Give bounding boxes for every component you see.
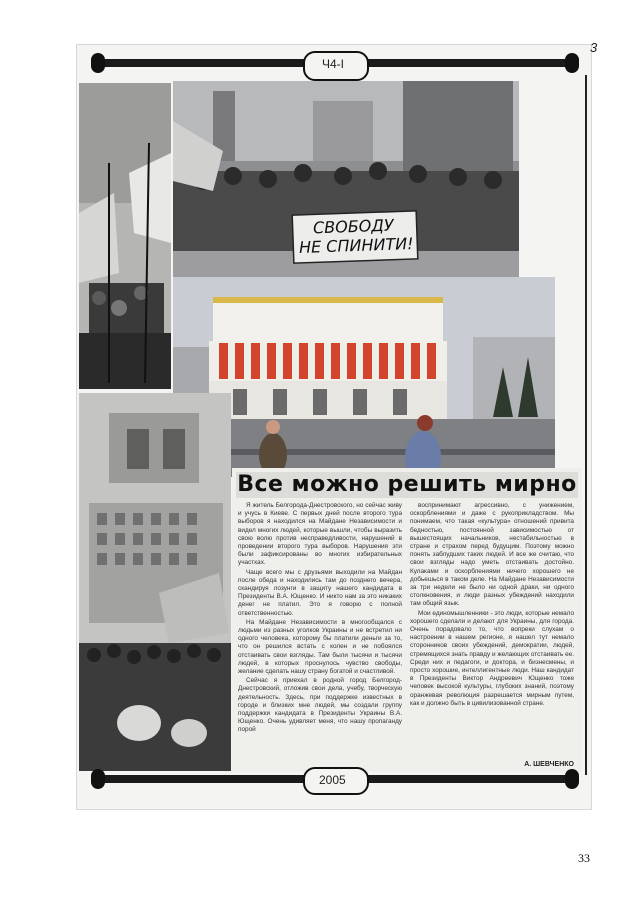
article-paragraph: Сейчас я приехал в родной город Белгород-Днестровский, отложив свои дела, учебу, творческую деятельность. Здесь, при поддержке известных в городе и близких мне людей, мы создали группу поддержки кандидата в Президенты Украины В.А. Ющенко. Очень удивляет меня, что нашу пропаганду порой (238, 677, 402, 734)
left-crowd-photo (79, 83, 171, 389)
article-paragraph: Я житель Белгорода-Днестровского, но сейчас живу и учусь в Киеве. С первых дней после второго тура выборов я находился на Майдане Независимости и видел многих людей, которые вышли, чтобы выразить свою волю против несправедливости, нарушений в проведении второго тура выборов. Нарушения эти были зафиксированы во многих избирательных участках. (238, 502, 402, 567)
article-paragraph: воспринимают агрессивно, с унижением, оскорблениями и даже с рукоприкладством. Мы понимаем, что такая «культура» отношений привита бедностью, постоянной зависимостью от вышестоящих начальников, нестабильностью в стране и страхом перед будущим. Поэтому можно понять заблудших таких людей. И все же считаю, что свои взгляды надо уметь отстаивать достойно. Кулаками и оскорблениями ничего хорошего не добьешься в таком деле. На Майдане Независимости за три недели не было ни одной драки, ни одного столкновения, и люди разных убеждений находили там общий язык. (410, 502, 574, 608)
article-left-column (238, 502, 402, 764)
hotel-crowd-photo (79, 393, 231, 771)
corner-number: 3 (590, 40, 598, 55)
newspaper-article (232, 468, 582, 772)
bottom-year: 2005 (319, 773, 346, 787)
article-right-column (410, 502, 574, 764)
article-headline: Все можно решить мирно (237, 472, 577, 497)
article-paragraph: Мои единомышленники - это люди, которые немало хорошего сделали и делают для Украины, для города. Очень порадовало то, что вопреки слухам о настроении в нашем регионе, я нашел тут немало сторонников своих убеждений, демократии, людей, стремящихся знать правду и желающих отстаивать ее. Среди них и педагоги, и доктора, и бизнесмены, и просто хорошие, интеллигентные люди. Наш кандидат в Президенты Виктор Андреевич Ющенко тоже человек высокой культуры, глубоких знаний, поэтому оранжевая революция разрешается мирным путем, как и должно быть в цивилизованной стране. (410, 609, 574, 707)
right-border-line (585, 75, 587, 775)
top-label: Ч4-I (322, 57, 345, 71)
banner-line-2: НЕ СПИНИТИ! (298, 234, 414, 257)
article-signature: А. ШЕВЧЕНКО (524, 761, 574, 768)
banner-line-1: СВОБОДУ (312, 215, 394, 238)
page-number: 33 (578, 851, 590, 865)
scanned-page (76, 44, 592, 810)
march-banner-photo (173, 81, 519, 293)
article-paragraph: На Майдане Независимости в многообщался с людьми из разных уголков Украины и не встретил ни одного человека, которому бы платили деньги за то, что он решился встать с колен и не побоялся отстаивать свои взгляды. Там были тысячи и тысячи людей, в которых проснулось чувство свободы, желание сделать нашу страну богатой и счастливой. (238, 618, 402, 676)
article-paragraph: Чаще всего мы с друзьями выходили на Майдан после обеда и находились там до позднего вечера, скандируя лозунги в защиту нашего кандидата в Президенты В.А. Ющенко. И никто нам за это никаких денег не платил. Это я говорю с полной ответственностью. (238, 568, 402, 617)
